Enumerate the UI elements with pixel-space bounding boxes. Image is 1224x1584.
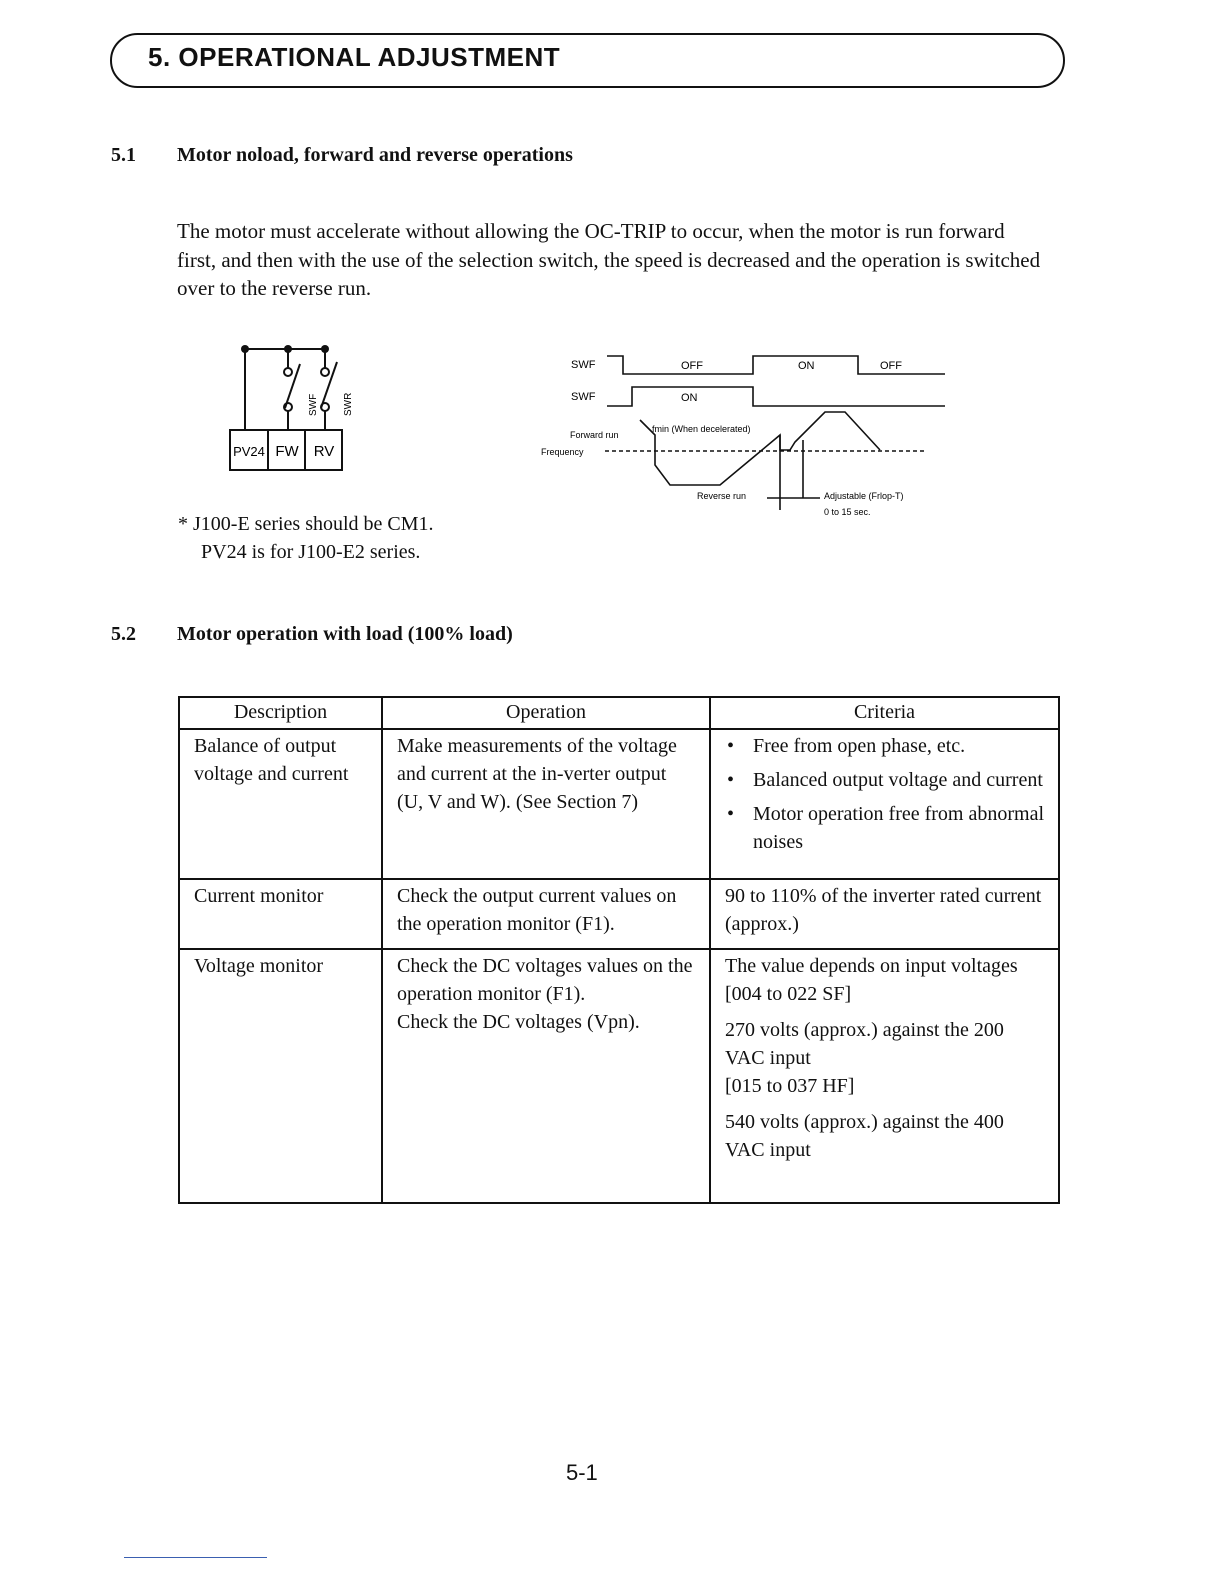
terminal-pv24-label: PV24 bbox=[233, 444, 265, 459]
table-header-row bbox=[179, 697, 1059, 729]
note-line-2: PV24 is for J100-E2 series. bbox=[201, 541, 421, 563]
switch-swr-label: SWR bbox=[343, 392, 354, 416]
row1-criteria bbox=[710, 729, 1059, 879]
row1-operation: Make measurements of the voltage and current at the in-verter output (U, V and W). (See Section 7) bbox=[382, 729, 710, 879]
row2-criteria: 90 to 110% of the inverter rated current (approx.) bbox=[710, 879, 1059, 949]
table-row bbox=[179, 729, 1059, 879]
row3-criteria-value-1: 270 volts (approx.) against the 200 VAC input bbox=[725, 1019, 1004, 1069]
row3-description: Voltage monitor bbox=[179, 949, 382, 1203]
section-5-2-title: Motor operation with load (100% load) bbox=[177, 623, 513, 645]
adjustable-label: Adjustable (Frlop-T) bbox=[824, 491, 904, 501]
load-check-table bbox=[178, 696, 1060, 1204]
row3-criteria-range-2: [015 to 037 HF] bbox=[725, 1075, 855, 1097]
chapter-title: 5. OPERATIONAL ADJUSTMENT bbox=[148, 42, 561, 72]
note-line-1: * J100-E series should be CM1. bbox=[178, 513, 434, 535]
footnote-rule bbox=[124, 1557, 267, 1558]
row2-description: Current monitor bbox=[179, 879, 382, 949]
timing-row2-label: SWF bbox=[571, 391, 596, 403]
wiring-diagram bbox=[225, 340, 355, 475]
timing-row1-off1: OFF bbox=[681, 360, 703, 372]
criteria-item: • Balanced output voltage and current bbox=[725, 766, 1044, 794]
row1-description: Balance of output voltage and current bbox=[179, 729, 382, 879]
row3-criteria-intro: The value depends on input voltages bbox=[725, 955, 1018, 977]
criteria-item: • Motor operation free from abnormal noises bbox=[725, 800, 1044, 856]
section-5-1-number: 5.1 bbox=[111, 144, 136, 166]
timing-row1-off2: OFF bbox=[880, 360, 902, 372]
section-5-2-number: 5.2 bbox=[111, 623, 136, 645]
row2-operation: Check the output current values on the operation monitor (F1). bbox=[382, 879, 710, 949]
forward-run-label: Forward run bbox=[570, 430, 619, 440]
criteria-item: • Free from open phase, etc. bbox=[725, 732, 1044, 760]
section-5-1-paragraph: The motor must accelerate without allowing the OC-TRIP to occur, when the motor is run forward first, and then with the use of the selection switch, the speed is decreased and the operation is switched over to the reverse run. bbox=[177, 219, 1041, 300]
table-row bbox=[179, 879, 1059, 949]
header-description: Description bbox=[179, 697, 382, 729]
row3-criteria bbox=[710, 949, 1059, 1203]
row3-operation bbox=[382, 949, 710, 1203]
timing-row1-on: ON bbox=[798, 360, 815, 372]
row3-criteria-range-1: [004 to 022 SF] bbox=[725, 983, 852, 1005]
terminal-rv-label: RV bbox=[313, 443, 335, 460]
row3-criteria-value-2: 540 volts (approx.) against the 400 VAC input bbox=[725, 1111, 1004, 1161]
table-row bbox=[179, 949, 1059, 1203]
fmin-label: fmin (When decelerated) bbox=[652, 424, 751, 434]
timing-row1-label: SWF bbox=[571, 359, 596, 371]
page-number: 5-1 bbox=[566, 1460, 598, 1485]
reverse-run-label: Reverse run bbox=[697, 491, 747, 501]
switch-swf-label: SWF bbox=[308, 393, 319, 416]
row3-operation-line-1: Check the DC voltages values on the operation monitor (F1). bbox=[397, 955, 693, 1005]
row3-operation-line-2: Check the DC voltages (Vpn). bbox=[397, 1011, 640, 1033]
adjustable-range: 0 to 15 sec. bbox=[824, 507, 871, 517]
frequency-label: Frequency bbox=[541, 447, 584, 457]
timing-row2-on: ON bbox=[681, 392, 698, 404]
terminal-fw-label: FW bbox=[275, 443, 299, 460]
section-5-1-title: Motor noload, forward and reverse operations bbox=[177, 144, 573, 166]
header-criteria: Criteria bbox=[710, 697, 1059, 729]
timing-chart bbox=[535, 350, 955, 525]
header-operation: Operation bbox=[382, 697, 710, 729]
